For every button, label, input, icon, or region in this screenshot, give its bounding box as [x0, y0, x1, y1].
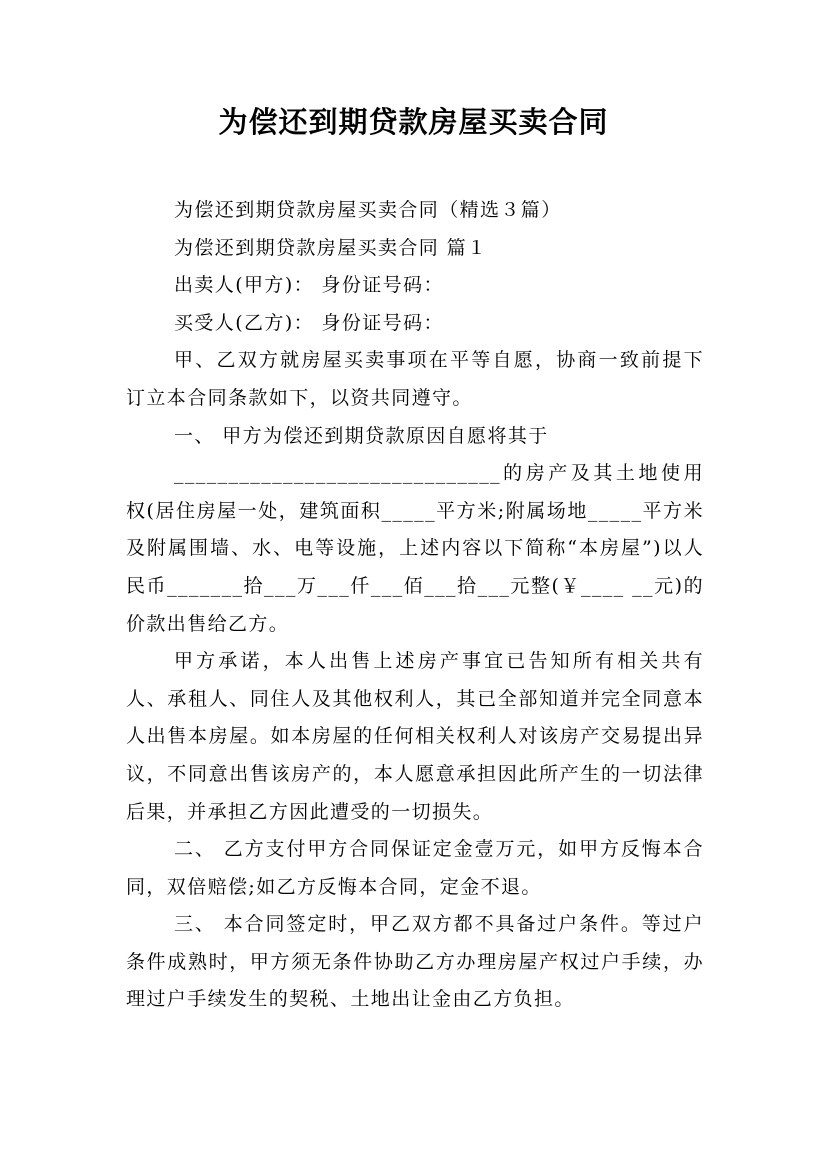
paragraph-subtitle: 为偿还到期贷款房屋买卖合同（精选３篇）: [174, 199, 562, 221]
paragraph-clause-1-detail: ______________________________的房产及其土地使用权(居住房屋一处，建筑面积_____平方米;附属场地_____平方米及附属围墙、水、电等设施，上述内容以下简称“本房屋”)以人民币_______拾___万___仟___佰___拾___元整(￥____ __元)的价款出售给乙方。: [126, 462, 704, 635]
paragraph-seller-promise: 甲方承诺，本人出售上述房产事宜已告知所有相关共有人、承租人、同住人及其他权利人，其已全部知道并完全同意本人出售本房屋。如本房屋的任何相关权利人对该房产交易提出异议，不同意出售该房产的，本人愿意承担因此所产生的一切法律后果，并承担乙方因此遭受的一切损失。: [126, 650, 704, 823]
paragraph-section-heading: 为偿还到期贷款房屋买卖合同 篇１: [174, 236, 488, 259]
paragraph-clause-3: 三、 本合同签定时，甲乙双方都不具备过户条件。等过户条件成熟时，甲方须无条件协助乙方办理房屋产权过户手续，办理过户手续发生的契税、土地出让金由乙方负担。: [126, 913, 704, 1011]
paragraph-clause-2: 二、 乙方支付甲方合同保证定金壹万元，如甲方反悔本合同，双倍赔偿;如乙方反悔本合同，定金不退。: [126, 838, 704, 898]
paragraph-preamble: 甲、乙双方就房屋买卖事项在平等自愿，协商一致前提下订立本合同条款如下，以资共同遵守。: [126, 349, 704, 409]
document-body: [126, 192, 704, 1019]
paragraph-clause-1: 一、 甲方为偿还到期贷款原因自愿将其于: [174, 424, 549, 447]
paragraph-seller: 出卖人(甲方)： 身份证号码：: [174, 274, 444, 297]
paragraph-buyer: 买受人(乙方)： 身份证号码：: [174, 311, 444, 334]
document-title: 为偿还到期贷款房屋买卖合同: [218, 105, 609, 139]
